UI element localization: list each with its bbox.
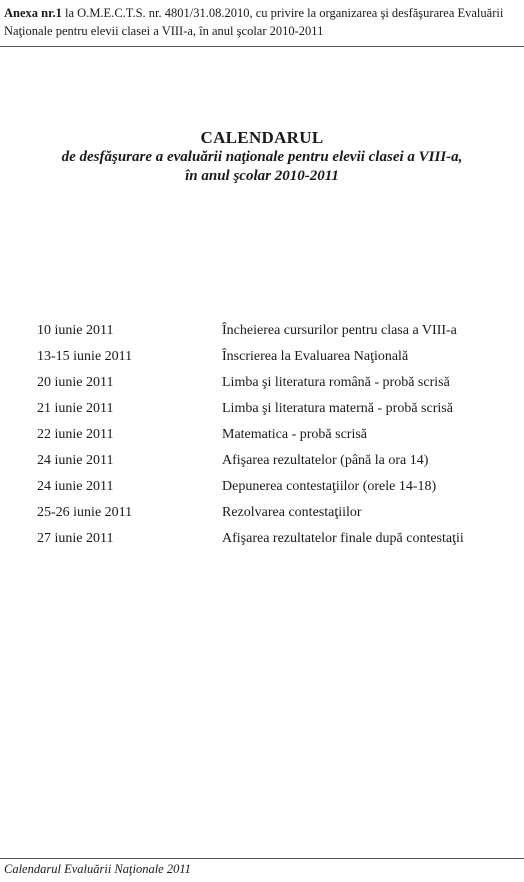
schedule-event: Înscrierea la Evaluarea Naţională — [222, 349, 409, 364]
schedule-date: 27 iunie 2011 — [37, 531, 114, 546]
header-divider — [0, 46, 524, 47]
schedule-date: 25-26 iunie 2011 — [37, 505, 133, 520]
annex-text: la O.M.E.C.T.S. nr. 4801/31.08.2010, cu privire la organizarea şi desfăşurarea Evaluării Naţionale pentru elevii clasei a VIII-a, în anul şcolar 2010-2011 — [4, 6, 504, 38]
schedule-date: 22 iunie 2011 — [37, 427, 114, 442]
footer-text: Calendarul Evaluării Naţionale 2011 — [4, 862, 191, 876]
schedule-row — [0, 528, 524, 554]
annex-label: Anexa nr.1 — [4, 6, 62, 20]
schedule-row — [0, 346, 524, 372]
schedule-event: Limba şi literatura maternă - probă scrisă — [222, 401, 453, 416]
schedule-row — [0, 398, 524, 424]
schedule-row — [0, 372, 524, 398]
schedule-date: 24 iunie 2011 — [37, 479, 114, 494]
schedule-date: 10 iunie 2011 — [37, 323, 114, 338]
schedule-date: 21 iunie 2011 — [37, 401, 114, 416]
schedule-list — [0, 320, 524, 554]
schedule-date: 13-15 iunie 2011 — [37, 349, 133, 364]
footer-divider — [0, 858, 524, 859]
schedule-row — [0, 502, 524, 528]
schedule-date: 20 iunie 2011 — [37, 375, 114, 390]
schedule-row — [0, 476, 524, 502]
schedule-event: Afişarea rezultatelor (până la ora 14) — [222, 453, 429, 468]
schedule-row — [0, 320, 524, 346]
schedule-event: Depunerea contestaţiilor (orele 14-18) — [222, 479, 437, 494]
schedule-event: Afişarea rezultatelor finale după contestaţii — [222, 531, 464, 546]
document-subtitle — [0, 148, 524, 186]
schedule-event: Încheierea cursurilor pentru clasa a VIII-a — [222, 323, 457, 338]
schedule-event: Matematica - probă scrisă — [222, 427, 367, 442]
schedule-event: Limba şi literatura română - probă scrisă — [222, 375, 450, 390]
schedule-row — [0, 450, 524, 476]
document-title: CALENDARUL — [200, 128, 324, 147]
schedule-row — [0, 424, 524, 450]
subtitle-line-1: de desfăşurare a evaluării naţionale pentru elevii clasei a VIII-a, — [61, 149, 463, 165]
schedule-event: Rezolvarea contestaţiilor — [222, 505, 362, 520]
schedule-date: 24 iunie 2011 — [37, 453, 114, 468]
subtitle-line-2: în anul şcolar 2010-2011 — [185, 168, 339, 184]
annex-header — [4, 4, 520, 40]
